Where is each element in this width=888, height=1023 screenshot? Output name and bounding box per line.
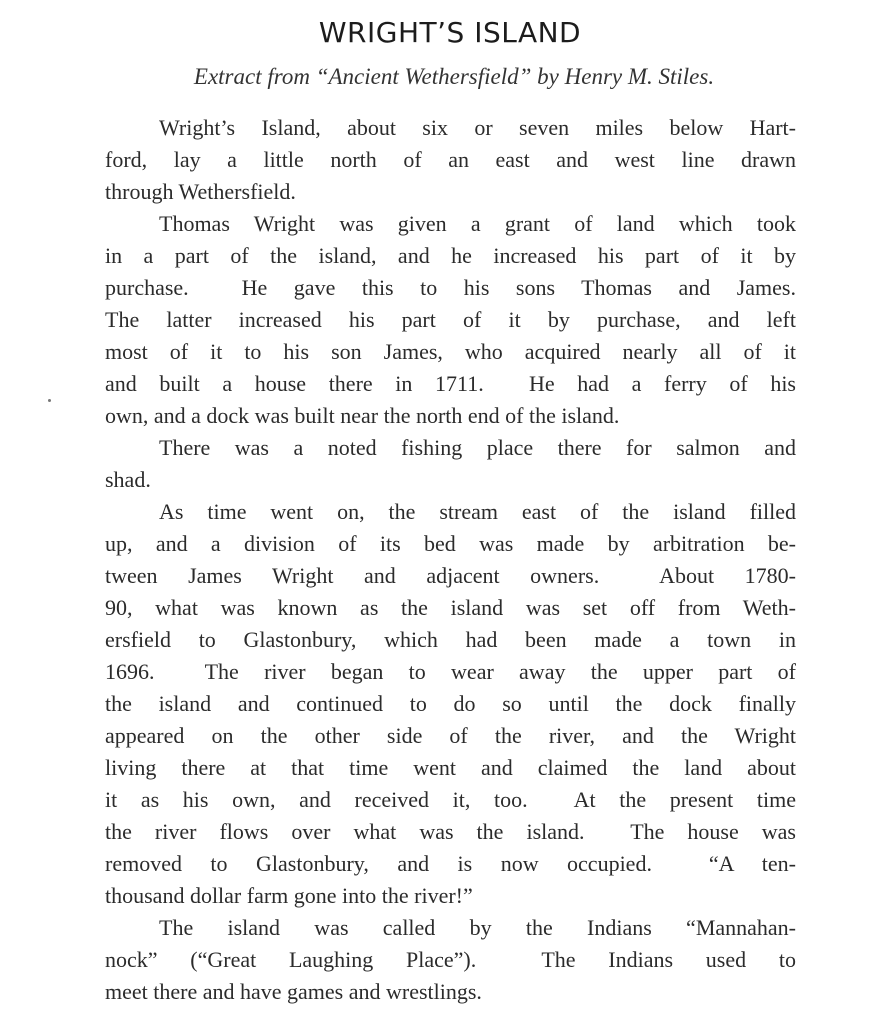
text-line: through Wethersfield. (105, 179, 296, 204)
text-line: 1696. The river began to wear away the upper part of (105, 659, 796, 684)
text-line: ersfield to Glastonbury, which had been made a town in (105, 627, 796, 652)
paragraph (105, 112, 796, 208)
text-line: in a part of the island, and he increased his part of it by (105, 243, 796, 268)
text-line: shad. (105, 467, 151, 492)
text-line: own, and a dock was built near the north end of the island. (105, 403, 620, 428)
text-line: living there at that time went and claimed the land about (105, 755, 796, 780)
paragraph (105, 432, 796, 496)
paragraph (105, 912, 796, 1008)
text-line: removed to Glastonbury, and is now occupied. “A ten- (105, 851, 796, 876)
text-line: the island and continued to do so until the dock finally (105, 691, 796, 716)
text-line: appeared on the other side of the river, and the Wright (105, 723, 796, 748)
text-line: it as his own, and received it, too. At the present time (105, 787, 796, 812)
source-attribution: Extract from “Ancient Wethersfield” by Henry M. Stiles. (193, 64, 715, 89)
paragraph (105, 496, 796, 912)
text-line: Thomas Wright was given a grant of land which took (159, 211, 796, 236)
text-line: As time went on, the stream east of the island filled (159, 499, 796, 524)
paragraph (105, 208, 796, 432)
text-line: tween James Wright and adjacent owners. About 1780- (105, 563, 796, 588)
text-line: thousand dollar farm gone into the river!” (105, 883, 473, 908)
margin-speck (48, 399, 51, 402)
text-line: up, and a division of its bed was made by arbitration be- (105, 531, 796, 556)
text-line: There was a noted fishing place there for salmon and (159, 435, 796, 460)
text-line: most of it to his son James, who acquired nearly all of it (105, 339, 796, 364)
text-line: the river flows over what was the island. The house was (105, 819, 796, 844)
text-line: nock” (“Great Laughing Place”). The Indians used to (105, 947, 796, 972)
text-line: purchase. He gave this to his sons Thomas and James. (105, 275, 796, 300)
text-line: Wright’s Island, about six or seven miles below Hart- (159, 115, 796, 140)
article-body (105, 112, 796, 1008)
page-title: WRIGHT’S ISLAND (318, 16, 582, 49)
text-line: 90, what was known as the island was set off from Weth- (105, 595, 796, 620)
text-line: ford, lay a little north of an east and west line drawn (105, 147, 796, 172)
text-line: and built a house there in 1711. He had a ferry of his (105, 371, 796, 396)
text-line: meet there and have games and wrestlings. (105, 979, 482, 1004)
text-line: The latter increased his part of it by purchase, and left (105, 307, 796, 332)
text-line: The island was called by the Indians “Mannahan- (159, 915, 796, 940)
